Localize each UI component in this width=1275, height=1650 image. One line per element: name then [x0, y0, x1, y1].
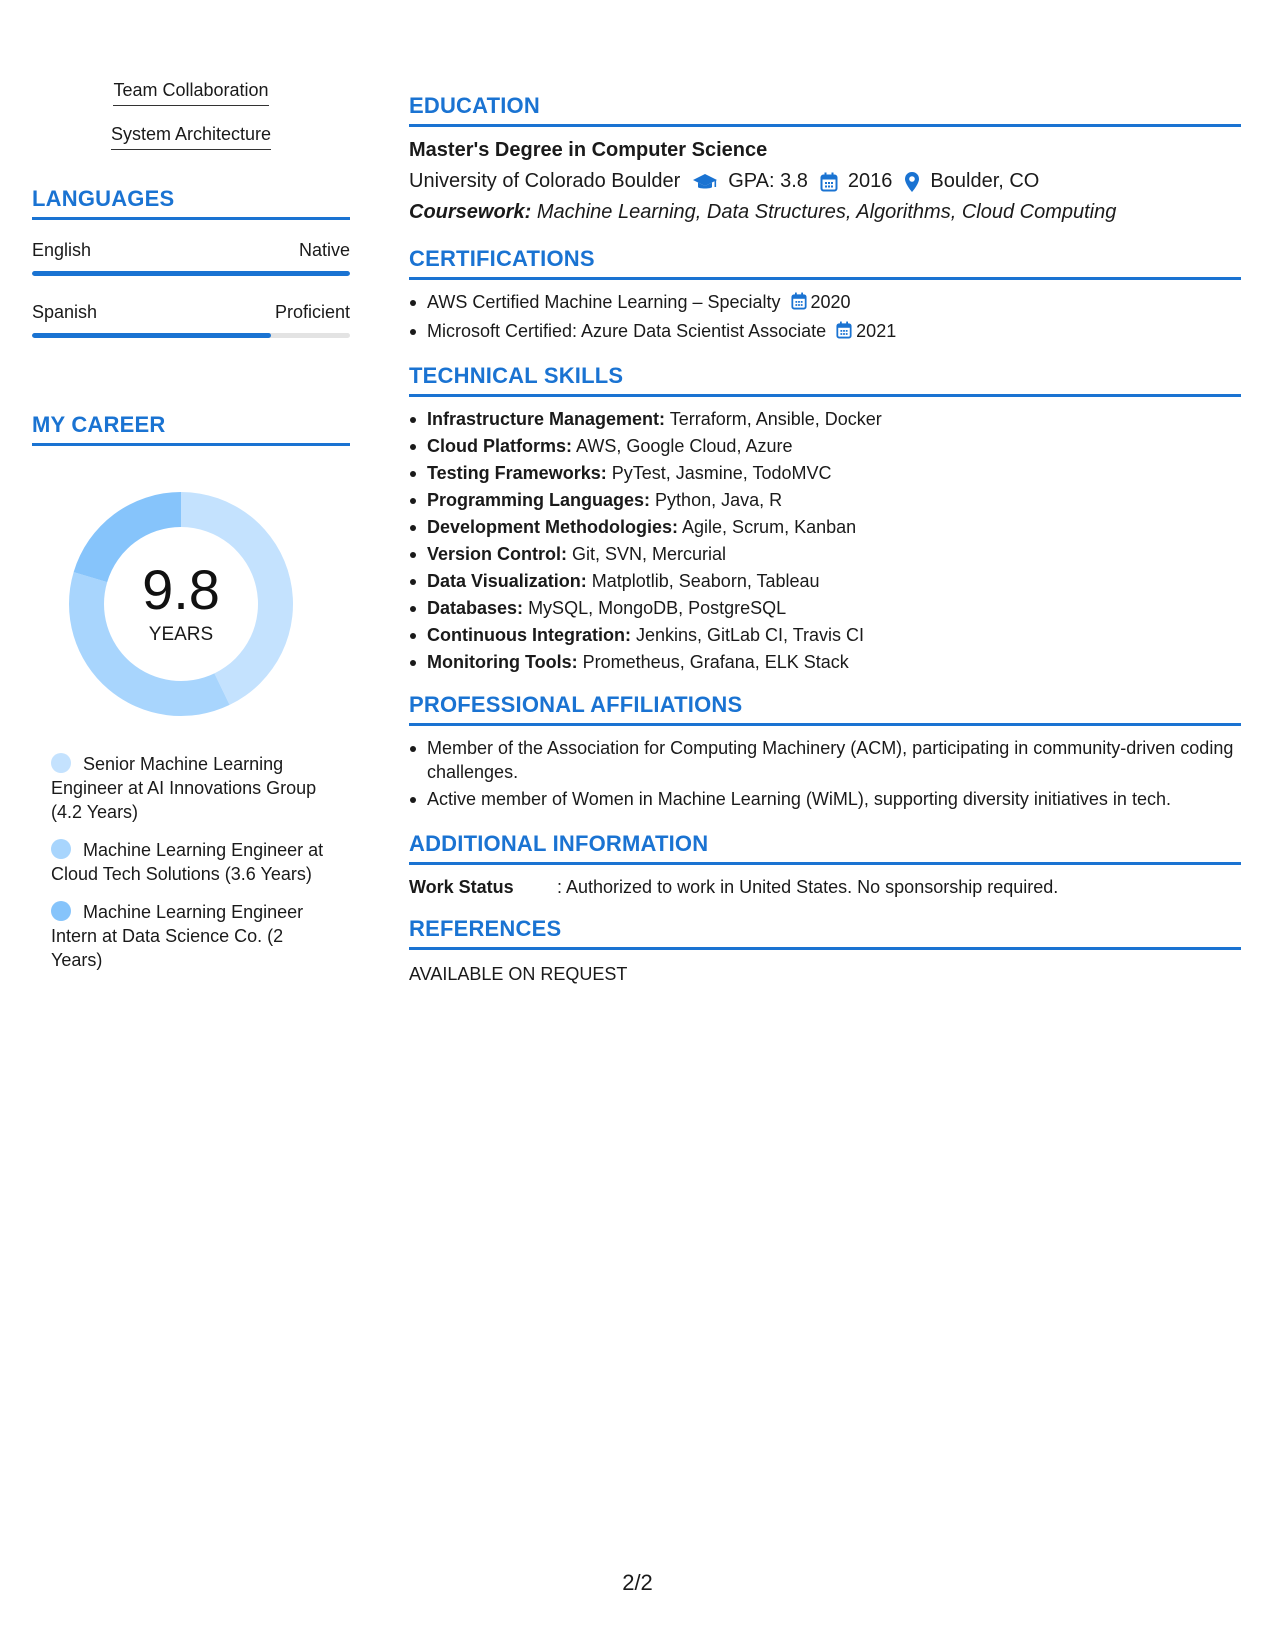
skill-value: Matplotlib, Seaborn, Tableau: [591, 571, 820, 591]
certification-year: 2020: [810, 292, 851, 312]
skill-item: [409, 461, 1241, 485]
languages-section: [32, 186, 350, 338]
skill-value: Python, Java, R: [655, 490, 783, 510]
skill-tag: System Architecture: [111, 124, 271, 150]
skill-item: [409, 407, 1241, 431]
coursework-list: Machine Learning, Data Structures, Algorithms, Cloud Computing: [536, 201, 1117, 223]
skill-value: AWS, Google Cloud, Azure: [576, 436, 793, 456]
career-legend-item: [51, 752, 331, 824]
technical-skills-list: [409, 407, 1241, 674]
section-title-additional-info: ADDITIONAL INFORMATION: [409, 831, 1241, 865]
donut-center: [67, 490, 295, 718]
coursework: [409, 201, 1241, 224]
skill-value: MySQL, MongoDB, PostgreSQL: [528, 598, 787, 618]
info-value: : Authorized to work in United States. No sponsorship required.: [557, 877, 1059, 897]
info-row: [409, 877, 1241, 898]
skill-item: [409, 623, 1241, 647]
school-name: University of Colorado Boulder: [409, 170, 681, 192]
section-title-education: EDUCATION: [409, 93, 1241, 127]
calendar-icon: [836, 321, 852, 345]
skill-item: [409, 434, 1241, 458]
career-legend-item: [51, 838, 331, 886]
affiliation-item: Active member of Women in Machine Learning (WiML), supporting diversity initiatives in tech.: [409, 787, 1241, 811]
career-legend-label: Machine Learning Engineer at Cloud Tech Solutions (3.6 Years): [51, 840, 324, 884]
calendar-icon: [791, 292, 807, 316]
skill-item: [409, 542, 1241, 566]
info-key: Work Status: [409, 877, 514, 897]
career-legend-item: [51, 900, 331, 972]
references-section: [409, 916, 1241, 985]
language-level: Native: [298, 240, 350, 260]
skill-label: Continuous Integration:: [427, 625, 631, 645]
right-column: [409, 93, 1241, 985]
skill-label: Databases:: [427, 598, 524, 618]
affiliations-section: [409, 692, 1241, 811]
legend-dot: [51, 901, 71, 921]
certification-name: AWS Certified Machine Learning – Specialty: [427, 292, 781, 312]
coursework-label: Coursework:: [409, 201, 532, 223]
certification-year: 2021: [856, 321, 897, 341]
graduation-year: 2016: [847, 170, 893, 192]
skill-item: [409, 569, 1241, 593]
skill-value: Terraform, Ansible, Docker: [669, 409, 882, 429]
skill-value: PyTest, Jasmine, TodoMVC: [611, 463, 832, 483]
technical-skills-section: [409, 363, 1241, 674]
certification-name: Microsoft Certified: Azure Data Scientist Associate: [427, 321, 827, 341]
career-donut-chart: [67, 490, 295, 718]
section-title-languages: LANGUAGES: [32, 186, 350, 220]
references-text: AVAILABLE ON REQUEST: [409, 964, 628, 984]
language-level-bar: [32, 333, 350, 338]
language-item: [32, 240, 350, 276]
map-pin-icon: [904, 171, 920, 193]
career-section: [32, 412, 350, 972]
section-title-references: REFERENCES: [409, 916, 1241, 950]
affiliation-item: Member of the Association for Computing Machinery (ACM), participating in community-driven coding challenges.: [409, 736, 1241, 784]
skill-value: Prometheus, Grafana, ELK Stack: [582, 652, 849, 672]
legend-dot: [51, 753, 71, 773]
degree: Master's Degree in Computer Science: [409, 139, 768, 161]
career-years-unit: YEARS: [148, 624, 214, 645]
language-level-bar: [32, 271, 350, 276]
skill-tag: Team Collaboration: [113, 80, 268, 106]
skill-value: Git, SVN, Mercurial: [572, 544, 727, 564]
skill-item: [409, 650, 1241, 674]
certifications-list: [409, 290, 1241, 345]
education-section: [409, 93, 1241, 224]
career-legend: [51, 752, 331, 972]
calendar-icon: [820, 172, 838, 192]
skill-label: Cloud Platforms:: [427, 436, 573, 456]
education-details: [409, 170, 1241, 193]
certifications-section: [409, 246, 1241, 345]
skill-value: Agile, Scrum, Kanban: [682, 517, 857, 537]
skill-item: [409, 515, 1241, 539]
certification-item: [409, 319, 1241, 345]
skill-item: [409, 596, 1241, 620]
language-level-bar-fill: [32, 271, 350, 276]
left-column: [32, 80, 350, 986]
skill-label: Programming Languages:: [427, 490, 651, 510]
skill-value: Jenkins, GitLab CI, Travis CI: [635, 625, 865, 645]
skill-label: Version Control:: [427, 544, 568, 564]
skill-item: [409, 488, 1241, 512]
career-total-years: 9.8: [142, 558, 220, 621]
certification-item: [409, 290, 1241, 316]
section-title-affiliations: PROFESSIONAL AFFILIATIONS: [409, 692, 1241, 726]
skill-label: Monitoring Tools:: [427, 652, 578, 672]
language-level-bar-fill: [32, 333, 271, 338]
skill-label: Infrastructure Management:: [427, 409, 666, 429]
skill-label: Development Methodologies:: [427, 517, 679, 537]
career-legend-label: Senior Machine Learning Engineer at AI Innovations Group (4.2 Years): [51, 754, 317, 822]
affiliations-list: [409, 736, 1241, 811]
graduation-cap-icon: [692, 172, 718, 192]
additional-info-section: [409, 831, 1241, 898]
skill-label: Testing Frameworks:: [427, 463, 607, 483]
gpa: GPA: 3.8: [728, 170, 808, 192]
language-item: [32, 302, 350, 338]
section-title-certifications: CERTIFICATIONS: [409, 246, 1241, 280]
section-title-technical-skills: TECHNICAL SKILLS: [409, 363, 1241, 397]
school-location: Boulder, CO: [930, 170, 1040, 192]
page-number: 2/2: [622, 1570, 653, 1595]
career-legend-label: Machine Learning Engineer Intern at Data Science Co. (2 Years): [51, 902, 304, 970]
legend-dot: [51, 839, 71, 859]
section-title-career: MY CAREER: [32, 412, 350, 446]
skill-label: Data Visualization:: [427, 571, 587, 591]
language-name: Spanish: [32, 302, 98, 322]
language-level: Proficient: [274, 302, 350, 322]
language-name: English: [32, 240, 92, 260]
